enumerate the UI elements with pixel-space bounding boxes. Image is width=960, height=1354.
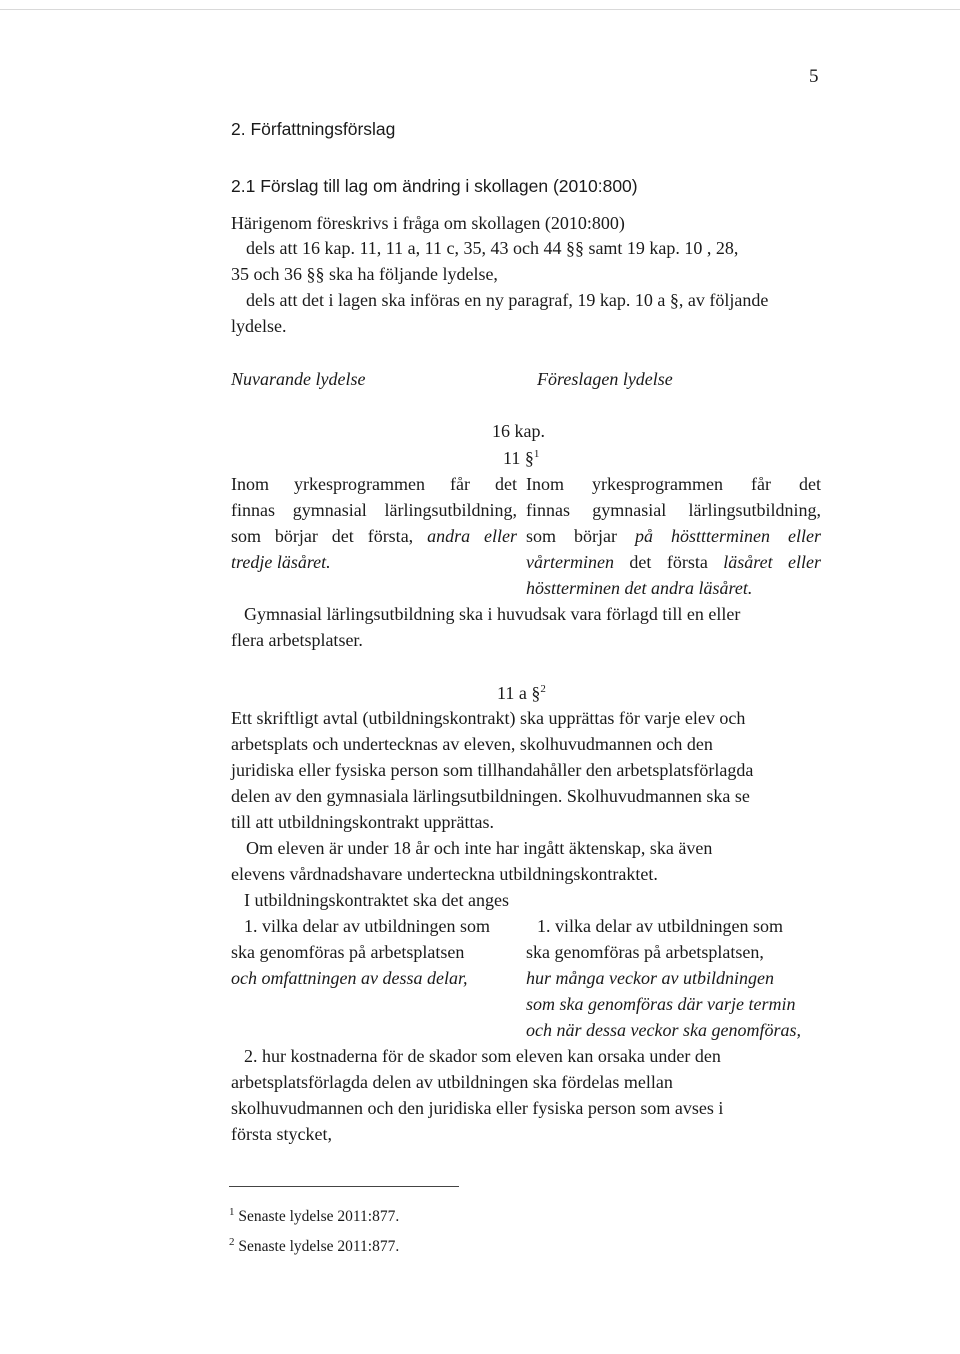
law-proposal-heading: 2.1 Förslag till lag om ändring i skollagen (2010:800) — [231, 176, 638, 196]
sec11a-p1-line-5: till att utbildningskontrakt upprättas. — [231, 812, 494, 832]
sec11a-p1-line-3: juridiska eller fysiska person som tillhandahåller den arbetsplatsförlagda — [231, 760, 754, 780]
footnote-1-mark: 1 — [229, 1205, 235, 1218]
page-number: 5 — [809, 66, 819, 87]
footnote-1-text: Senaste lydelse 2011:877. — [238, 1208, 400, 1225]
item2-line-2: arbetsplatsförlagda delen av utbildningen ska fördelas mellan — [231, 1072, 673, 1092]
section-11a-label: 11 a § — [497, 683, 541, 703]
sec11-current-line-1: Inom yrkesprogrammen får det — [231, 474, 517, 494]
intro-line-4: dels att det i lagen ska införas en ny paragraf, 19 kap. 10 a §, av följande — [246, 290, 769, 310]
sec11-proposed-line-1: Inom yrkesprogrammen får det — [526, 474, 821, 494]
item2-line-4: första stycket, — [231, 1124, 332, 1144]
footnote-rule — [229, 1186, 459, 1187]
footnote-ref-2: 2 — [540, 683, 546, 695]
sec11-proposed-line-4 — [526, 552, 821, 573]
column-header-proposed: Föreslagen lydelse — [537, 369, 673, 389]
scan-edge-line — [0, 9, 960, 10]
sec11-current-line-3 — [231, 526, 517, 547]
sec11-shared-line-2: flera arbetsplatser. — [231, 630, 363, 650]
sec11-proposed-text-2: det första — [613, 552, 724, 572]
sec11-proposed-changed-1: på hösttterminen eller — [635, 526, 821, 546]
intro-line-3: 35 och 36 §§ ska ha följande lydelse, — [231, 264, 498, 284]
item1-proposed-line-4: som ska genomföras där varje termin — [526, 994, 796, 1014]
sec11a-p1-line-2: arbetsplats och undertecknas av eleven, skolhuvudmannen och den — [231, 734, 713, 754]
item1-proposed-line-3: hur många veckor av utbildningen — [526, 968, 774, 988]
intro-line-1: Härigenom föreskrivs i fråga om skollagen (2010:800) — [231, 213, 625, 233]
item2-line-3: skolhuvudmannen och den juridiska eller fysiska person som avses i — [231, 1098, 724, 1118]
sec11-proposed-line-3 — [526, 526, 821, 547]
sec11a-p2-line-1: Om eleven är under 18 år och inte har ingått äktenskap, ska även — [246, 838, 713, 858]
item1-current-line-3: och omfattningen av dessa delar, — [231, 968, 468, 988]
item1-proposed-line-2: ska genomföras på arbetsplatsen, — [526, 942, 764, 962]
sec11-shared-line-1: Gymnasial lärlingsutbildning ska i huvudsak vara förlagd till en eller — [244, 604, 741, 624]
footnote-2-mark: 2 — [229, 1235, 235, 1248]
footnote-2-text: Senaste lydelse 2011:877. — [238, 1238, 400, 1255]
column-header-current: Nuvarande lydelse — [231, 369, 366, 389]
section-heading: 2. Författningsförslag — [231, 119, 396, 139]
sec11-proposed-line-5: höstterminen det andra läsåret. — [526, 578, 753, 598]
sec11-proposed-changed-3: läsåret eller — [723, 552, 821, 572]
intro-line-2: dels att 16 kap. 11, 11 a, 11 c, 35, 43 och 44 §§ samt 19 kap. 10 , 28, — [246, 238, 739, 258]
sec11a-p3: I utbildningskontraktet ska det anges — [244, 890, 509, 910]
intro-line-5: lydelse. — [231, 316, 287, 336]
section-11a-heading — [497, 683, 546, 704]
sec11-current-text: som börjar det första, — [231, 526, 428, 546]
sec11-current-changed: andra eller — [427, 526, 517, 546]
footnote-ref-1: 1 — [533, 448, 540, 460]
sec11-proposed-changed-2: vårterminen — [526, 552, 614, 572]
footnote-1 — [229, 1205, 400, 1226]
sec11-current-line-4: tredje läsåret. — [231, 552, 331, 572]
sec11-proposed-text: som börjar — [526, 526, 635, 546]
sec11a-p2-line-2: elevens vårdnadshavare underteckna utbildningskontraktet. — [231, 864, 658, 884]
item1-current-line-1: 1. vilka delar av utbildningen som — [244, 916, 490, 936]
item2-line-1: 2. hur kostnaderna för de skador som eleven kan orsaka under den — [244, 1046, 721, 1066]
item1-proposed-line-1: 1. vilka delar av utbildningen som — [537, 916, 783, 936]
sec11-current-line-2: finnas gymnasial lärlingsutbildning, — [231, 500, 517, 520]
chapter-heading: 16 kap. — [492, 421, 545, 441]
section-11-heading — [503, 448, 539, 469]
item1-current-line-2: ska genomföras på arbetsplatsen — [231, 942, 465, 962]
section-11-label: 11 § — [503, 448, 534, 468]
footnote-2 — [229, 1235, 400, 1256]
sec11a-p1-line-4: delen av den gymnasiala lärlingsutbildningen. Skolhuvudmannen ska se — [231, 786, 750, 806]
sec11-proposed-line-2: finnas gymnasial lärlingsutbildning, — [526, 500, 821, 520]
sec11a-p1-line-1: Ett skriftligt avtal (utbildningskontrakt) ska upprättas för varje elev och — [231, 708, 746, 728]
item1-proposed-line-5: och när dessa veckor ska genomföras, — [526, 1020, 801, 1040]
